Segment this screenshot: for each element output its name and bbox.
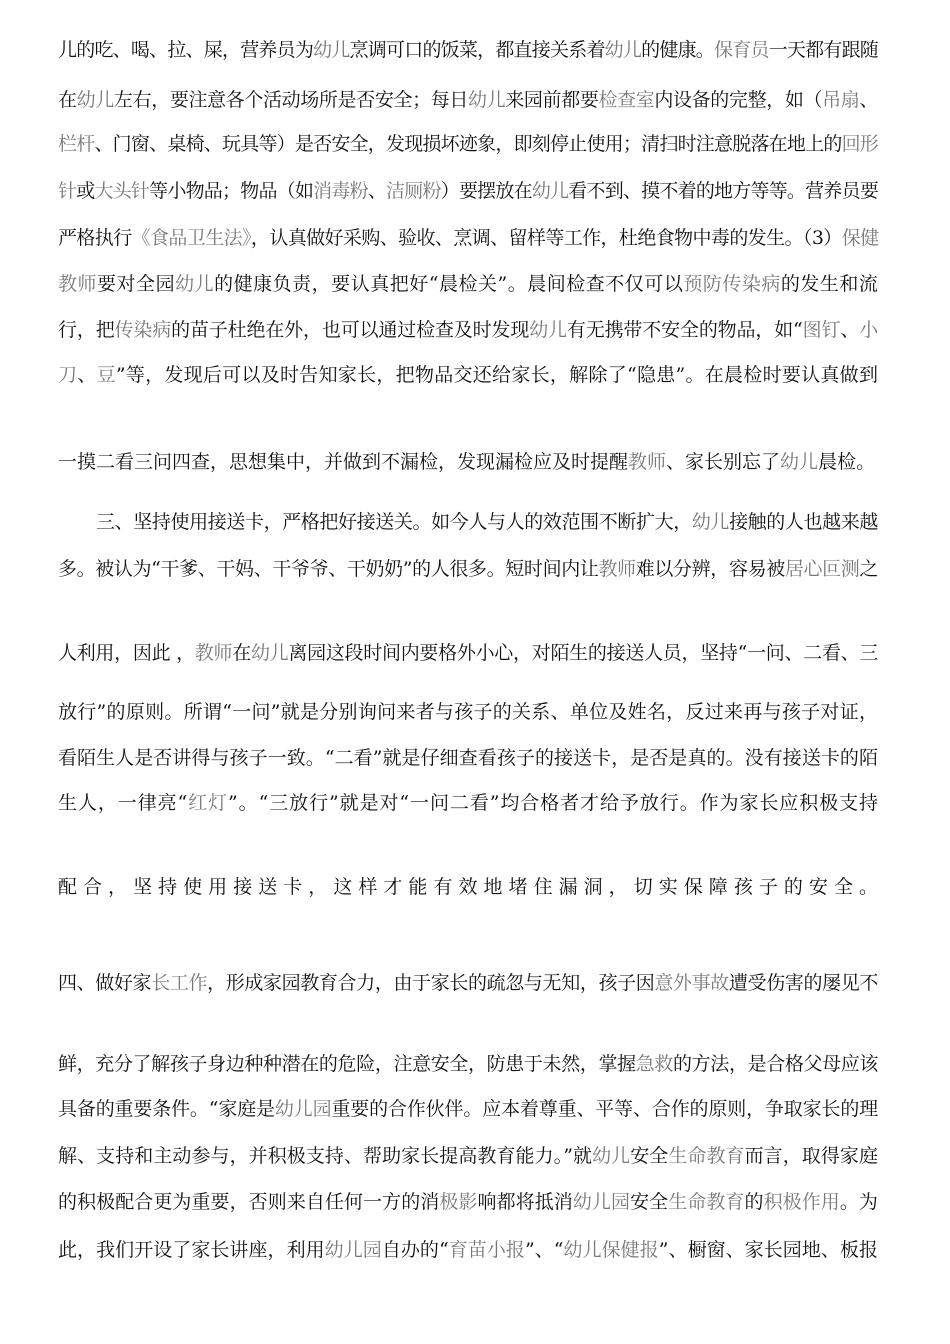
highlighted-term: 急救 (635, 1053, 674, 1075)
text-segment: 的方法，是合格父母应该 (673, 1053, 878, 1075)
highlighted-term: 长工作 (151, 972, 208, 994)
text-segment: 有无携带不安全的物品，如“ (566, 319, 803, 341)
text-segment: 儿的吃、喝、拉、屎，营养员为 (58, 39, 314, 61)
highlighted-term: 保育员 (714, 39, 769, 61)
text-segment: ）要摆放在 (440, 180, 532, 202)
text-segment: 。为 (839, 1191, 878, 1213)
text-line-l18 (58, 1051, 878, 1077)
text-line-l04 (58, 178, 878, 204)
highlighted-term: 教师 (628, 451, 667, 473)
text-segment: 、 (859, 89, 879, 111)
text-segment: 要对全园 (97, 273, 176, 295)
highlighted-term: 针 (58, 180, 77, 202)
highlighted-term: 生命教育 (668, 1191, 745, 1213)
text-line-l03 (58, 131, 878, 157)
highlighted-term: 豆 (96, 364, 116, 386)
text-segment: 看陌生人是否讲得与孩子一致。“二看”就是仔细查看孩子的接送卡，是否是真的。没有接送卡的陌 (58, 747, 878, 769)
text-segment: 三、坚持使用接送卡，严格把好接送关。如今人与人的效范围不断扩大， (96, 511, 692, 533)
highlighted-term: 幼儿 (780, 451, 819, 473)
text-line-l19 (58, 1096, 878, 1122)
text-segment: 鲜，充分了解孩子身边种种潜在的危险，注意安全，防患于未然，掌握 (58, 1053, 636, 1075)
highlighted-term: 教师 (194, 642, 233, 664)
highlighted-term: 大头针 (94, 180, 150, 202)
text-segment: 晨检。 (818, 451, 876, 473)
highlighted-term: 幼儿 (175, 273, 215, 295)
text-segment: 安全 (630, 1145, 669, 1167)
text-segment: 一天都有跟随 (768, 39, 878, 61)
text-line-l20 (58, 1143, 878, 1169)
text-line-l01 (58, 37, 878, 63)
text-segment: 接触的人也越来越 (729, 511, 878, 533)
text-line-l15 (58, 790, 878, 816)
highlighted-term: 《食品卫生法》 (131, 227, 251, 249)
text-segment: 、门窗、桌椅、玩具等）是否安全，发现损坏迹象，即刻停止使用；清扫时注意脱落在地上的 (94, 133, 842, 155)
text-segment: 之 (859, 558, 879, 580)
text-line-l22 (58, 1237, 878, 1263)
highlighted-term: 消毒粉 (313, 180, 368, 202)
text-segment: ，形成家园教育合力，由于家长的疏忽与无知，孩子因 (207, 972, 655, 994)
highlighted-term: 图钉 (802, 319, 841, 341)
text-segment: 严格执行 (58, 227, 132, 249)
highlighted-term: 洁厕粉 (386, 180, 441, 202)
highlighted-term: 幼儿园 (324, 1239, 382, 1261)
text-segment: 、 (77, 364, 97, 386)
highlighted-term: 幼儿 (592, 1145, 631, 1167)
text-segment: 等小物品；物品（如 (149, 180, 314, 202)
highlighted-term: 回形 (841, 133, 879, 155)
highlighted-term: 积极作用 (763, 1191, 840, 1213)
text-line-l02 (58, 87, 878, 113)
text-segment: 看不到、摸不着的地方等等。营养员要 (568, 180, 879, 202)
text-segment: ，认真做好采购、验收、烹调、留样等工作，杜绝食物中毒的发生。（3） (250, 227, 842, 249)
text-segment: 、 (367, 180, 387, 202)
text-segment: 四、做好家 (58, 972, 152, 994)
highlighted-term: 极影 (439, 1191, 478, 1213)
text-segment: 左右，要注意各个活动场所是否安全；每日 (113, 89, 468, 111)
highlighted-term: 幼儿园 (572, 1191, 631, 1213)
text-segment: 内设备的完整，如（ (654, 89, 823, 111)
text-segment: 或 (76, 180, 95, 202)
highlighted-term: 幼儿园 (274, 1098, 332, 1120)
text-line-l11 (58, 556, 878, 582)
text-segment: 的发生和流 (780, 273, 878, 295)
text-line-l21 (58, 1189, 878, 1215)
highlighted-term: 幼儿保健报 (563, 1239, 659, 1261)
text-segment: 、家长别忘了 (666, 451, 781, 473)
text-line-l16 (58, 874, 878, 900)
text-segment: 人利用，因此 ， (58, 642, 195, 664)
highlighted-term: 教师 (598, 558, 636, 580)
text-segment: 具备的重要条件。“家庭是 (58, 1098, 275, 1120)
text-segment: 、 (840, 319, 860, 341)
text-segment: 响都将抵消 (477, 1191, 573, 1213)
text-segment: ”。“三放行”就是对“一问二看”均合格者才给予放行。作为家长应积极支持 (228, 792, 878, 814)
text-segment: 在 (232, 642, 251, 664)
text-segment: 自办的“ (381, 1239, 449, 1261)
text-line-l12 (58, 640, 878, 666)
highlighted-term: 栏杆 (58, 133, 95, 155)
highlighted-term: 红灯 (187, 792, 229, 814)
text-segment: 在 (58, 89, 77, 111)
text-segment: 解、支持和主动参与，并积极支持、帮助家长提高教育能力。”就 (58, 1145, 593, 1167)
highlighted-term: 传染病 (114, 319, 172, 341)
highlighted-term: 幼儿 (529, 319, 567, 341)
text-segment: ”等，发现后可以及时告知家长，把物品交还给家长，解除了“隐患”。在晨检时要认真做到 (115, 364, 878, 386)
highlighted-term: 幼儿 (604, 39, 642, 61)
text-line-l14 (58, 745, 878, 771)
highlighted-term: 预防传染病 (683, 273, 781, 295)
text-segment: 难以分辨，容易被 (635, 558, 785, 580)
highlighted-term: 生命教育 (668, 1145, 745, 1167)
highlighted-term: 幼儿 (468, 89, 506, 111)
text-segment: 的积极配合更为重要，否则来自任何一方的消 (58, 1191, 440, 1213)
highlighted-term: 意外事故 (654, 972, 729, 994)
text-segment: 此，我们开设了家长讲座，利用 (58, 1239, 325, 1261)
text-segment: 放行”的原则。所谓“一问”就是分别询问来者与孩子的关系、单位及姓名，反过来再与孩子对证， (58, 701, 878, 723)
text-segment: 离园这段时间内要格外小心，对陌生的接送人员，坚持“一问、二看、三 (288, 642, 878, 664)
text-line-l06 (58, 271, 878, 297)
text-segment: 而言，取得家庭 (744, 1145, 878, 1167)
text-segment: ”、橱窗、家长园地、板报 (658, 1239, 878, 1261)
highlighted-term: 幼儿 (691, 511, 730, 533)
highlighted-term: 居心叵测 (784, 558, 860, 580)
highlighted-term: 育苗小报 (448, 1239, 525, 1261)
text-line-l10 (96, 509, 878, 535)
highlighted-term: 教师 (58, 273, 98, 295)
text-segment: 烹调可口的饭菜，都直接关系着 (349, 39, 605, 61)
highlighted-term: 检查室 (598, 89, 655, 111)
highlighted-term: 保健 (841, 227, 879, 249)
text-segment: 安全 (630, 1191, 669, 1213)
text-segment: 一摸二看三问四查，思想集中，并做到不漏检，发现漏检应及时提醒 (58, 451, 629, 473)
text-segment: 的健康。 (641, 39, 715, 61)
text-segment: 配合，坚持使用接送卡，这样才能有效地堵住漏洞，切实保障孩子的安全。 (58, 876, 878, 898)
text-segment: 行，把 (58, 319, 115, 341)
text-segment: 来园前都要 (505, 89, 599, 111)
highlighted-term: 幼儿 (76, 89, 114, 111)
text-line-l05 (58, 225, 878, 251)
text-line-l09 (58, 449, 878, 475)
highlighted-term: 幼儿 (531, 180, 569, 202)
text-line-l07 (58, 317, 878, 343)
text-line-l17 (58, 970, 878, 996)
text-segment: 多。被认为“干爹、干妈、干爷爷、干奶奶”的人很多。短时间内让 (58, 558, 599, 580)
text-segment: 重要的合作伙伴。应本着尊重、平等、合作的原则，争取家长的理 (331, 1098, 878, 1120)
text-line-l08 (58, 362, 878, 388)
text-segment: 遭受伤害的屡见不 (728, 972, 878, 994)
highlighted-term: 幼儿 (313, 39, 350, 61)
text-line-l13 (58, 699, 878, 725)
text-segment: 的健康负责，要认真把好“晨检关”。晨间检查不仅可以 (214, 273, 684, 295)
text-segment: ”、“ (524, 1239, 564, 1261)
highlighted-term: 刀 (58, 364, 78, 386)
text-segment: 的苗子杜绝在外，也可以通过检查及时发现 (171, 319, 530, 341)
highlighted-term: 幼儿 (250, 642, 289, 664)
text-segment: 的 (744, 1191, 764, 1213)
highlighted-term: 吊扇 (822, 89, 860, 111)
text-segment: 生人，一律亮“ (58, 792, 188, 814)
highlighted-term: 小 (859, 319, 878, 341)
